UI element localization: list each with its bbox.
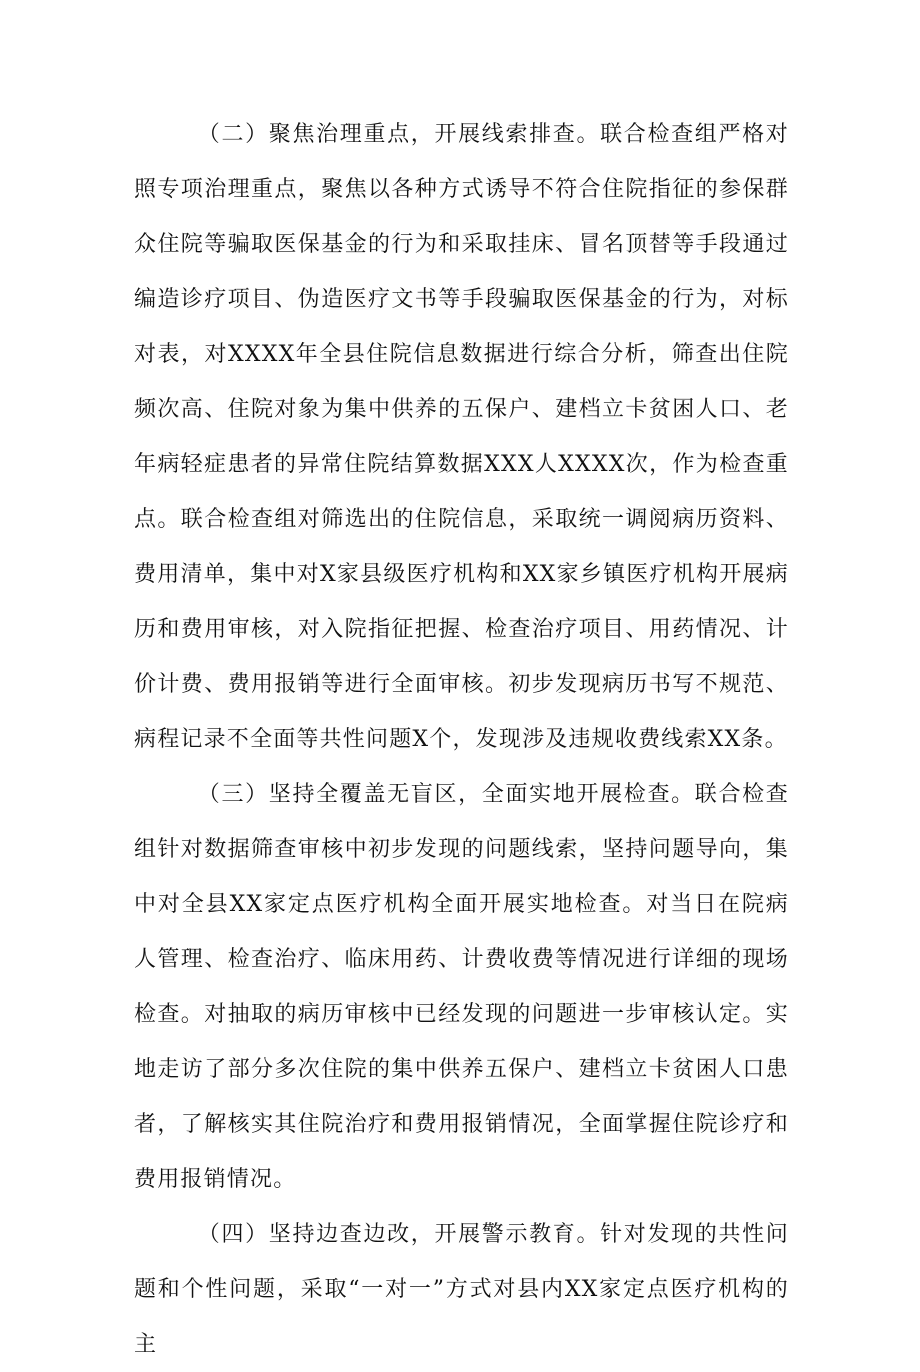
paragraph-focus-governance: （二）聚焦治理重点，开展线索排查。联合检查组严格对照专项治理重点，聚焦以各种方式诱导不符合住院指征的参保群众住院等骗取医保基金的行为和采取挂床、冒名顶替等手段通过编造诊疗项目、伪造医疗文书等手段骗取医保基金的行为，对标对表，对XXXX年全县住院信息数据进行综合分析，筛查出住院频次高、住院对象为集中供养的五保户、建档立卡贫困人口、老年病轻症患者的异常住院结算数据XXX人XXXX次，作为检查重点。联合检查组对筛选出的住院信息，采取统一调阅病历资料、费用清单，集中对X家县级医疗机构和XX家乡镇医疗机构开展病历和费用审核，对入院指征把握、检查治疗项目、用药情况、计价计费、费用报销等进行全面审核。初步发现病历书写不规范、病程记录不全面等共性问题X个，发现涉及违规收费线索XX条。 xyxy=(134,122,789,752)
paragraph-warning-education: （四）坚持边查边改，开展警示教育。针对发现的共性问题和个性问题，采取“一对一”方式对县内XX家定点医疗机构的主 xyxy=(134,1222,789,1357)
paragraph-onsite-inspection: （三）坚持全覆盖无盲区，全面实地开展检查。联合检查组针对数据筛查审核中初步发现的问题线索，坚持问题导向，集中对全县XX家定点医疗机构全面开展实地检查。对当日在院病人管理、检查治疗、临床用药、计费收费等情况进行详细的现场检查。对抽取的病历审核中已经发现的问题进一步审核认定。实地走访了部分多次住院的集中供养五保户、建档立卡贫困人口患者，了解核实其住院治疗和费用报销情况，全面掌握住院诊疗和费用报销情况。 xyxy=(134,782,789,1192)
document-body xyxy=(134,107,789,1372)
